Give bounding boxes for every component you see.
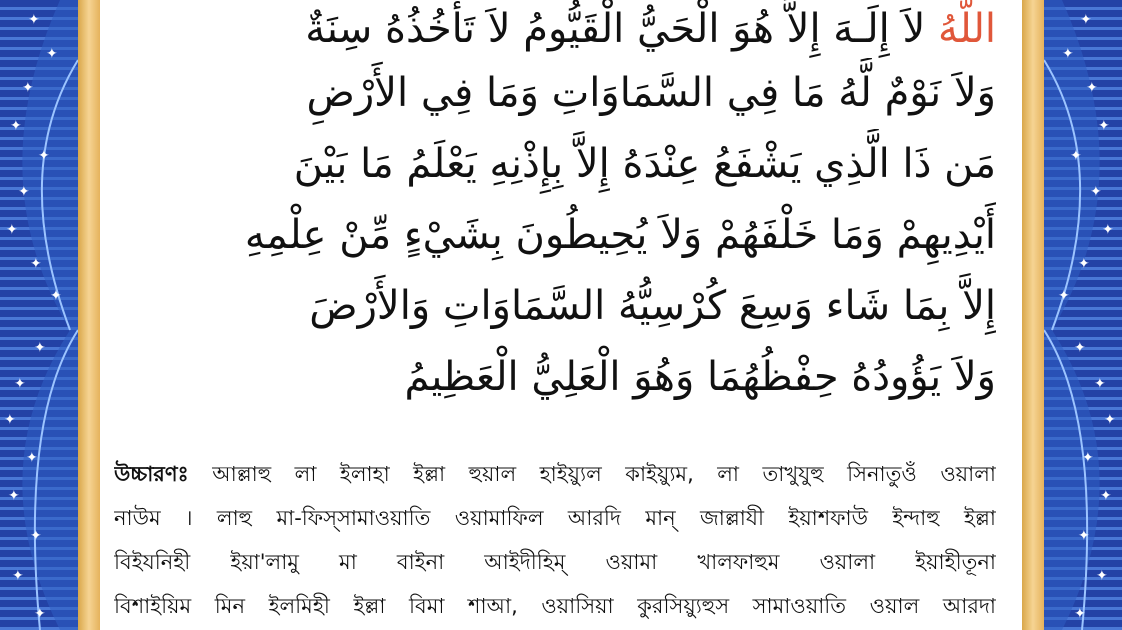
arabic-line-3: مَن ذَا الَّذِي يَشْفَعُ عِنْدَهُ إِلاَّ بِإِذْنِهِ يَعْلَمُ مَا بَيْنَ bbox=[293, 141, 996, 187]
arabic-line-1-text: لاَ إِلَـهَ إِلاَّ هُوَ الْحَيُّ الْقَيُّومُ لاَ تَأْخُذُهُ سِنَةٌ bbox=[305, 6, 926, 52]
svg-text:✦: ✦ bbox=[30, 528, 42, 544]
content-page bbox=[100, 0, 1022, 630]
svg-text:✦: ✦ bbox=[10, 118, 22, 134]
svg-text:✦: ✦ bbox=[1090, 184, 1102, 200]
pronunciation-section bbox=[100, 452, 1022, 630]
pronunciation-line-4: বিশাইয়িম মিন ইলমিহী ইল্লা বিমা শাআ, ওয়াসিয়া কুরসিয়্যুহুস সামাওয়াতি ওয়াল আরদা bbox=[114, 594, 996, 618]
svg-text:✦: ✦ bbox=[34, 340, 46, 356]
svg-text:✦: ✦ bbox=[1082, 450, 1094, 466]
svg-text:✦: ✦ bbox=[18, 184, 30, 200]
svg-text:✦: ✦ bbox=[46, 46, 58, 62]
svg-text:✦: ✦ bbox=[1094, 376, 1106, 392]
right-decorative-border bbox=[1044, 0, 1122, 630]
svg-text:✦: ✦ bbox=[1078, 256, 1090, 272]
svg-text:✦: ✦ bbox=[28, 12, 40, 28]
pronunciation-label: উচ্চারণঃ bbox=[114, 462, 189, 486]
svg-text:✦: ✦ bbox=[1100, 488, 1112, 504]
pronunciation-line-1 bbox=[114, 452, 996, 496]
svg-text:✦: ✦ bbox=[50, 288, 62, 304]
left-arch-pattern bbox=[0, 0, 78, 630]
arabic-line-2: وَلاَ نَوْمٌ لَّهُ مَا فِي السَّمَاوَاتِ وَمَا فِي الأَرْضِ bbox=[306, 70, 996, 116]
svg-text:✦: ✦ bbox=[1098, 118, 1110, 134]
allah-highlight-word: اللّهُ bbox=[938, 6, 996, 52]
arabic-line-1 bbox=[120, 0, 996, 58]
svg-text:✦: ✦ bbox=[1070, 148, 1082, 164]
arabic-line-4: أَيْدِيهِمْ وَمَا خَلْفَهُمْ وَلاَ يُحِيطُونَ بِشَيْءٍ مِّنْ عِلْمِهِ bbox=[244, 212, 996, 258]
svg-text:✦: ✦ bbox=[14, 376, 26, 392]
svg-text:✦: ✦ bbox=[4, 412, 16, 428]
arabic-line-6: وَلاَ يَؤُودُهُ حِفْظُهُمَا وَهُوَ الْعَلِيُّ الْعَظِيمُ bbox=[404, 354, 996, 400]
pronunciation-line-3: বিইযনিহী ইয়া'লামু মা বাইনা আইদীহিম্ ওয়ামা খালফাহুম ওয়ালা ইয়াহীতূনা bbox=[114, 550, 996, 574]
right-gold-strip bbox=[1022, 0, 1044, 630]
pronunciation-line-1-text: আল্লাহু লা ইলাহা ইল্লা হুয়াল হাইয়্যুল কাইয়্যুম, লা তাখুযুহু সিনাতুওঁ ওয়ালা bbox=[212, 462, 996, 486]
svg-text:✦: ✦ bbox=[1074, 606, 1086, 622]
svg-text:✦: ✦ bbox=[6, 222, 18, 238]
pronunciation-line-2: নাউম । লাহু মা-ফিস্‌সামাওয়াতি ওয়ামাফিল আরদি মান্ জাল্লাযী ইয়াশফাউ ইন্দাহু ইল্লা bbox=[114, 506, 996, 530]
svg-text:✦: ✦ bbox=[22, 80, 34, 96]
svg-text:✦: ✦ bbox=[30, 256, 42, 272]
svg-text:✦: ✦ bbox=[12, 568, 24, 584]
svg-text:✦: ✦ bbox=[8, 488, 20, 504]
arabic-verse bbox=[100, 0, 1022, 440]
svg-text:✦: ✦ bbox=[1080, 12, 1092, 28]
svg-text:✦: ✦ bbox=[1074, 340, 1086, 356]
left-gold-strip bbox=[78, 0, 100, 630]
svg-text:✦: ✦ bbox=[1078, 528, 1090, 544]
svg-text:✦: ✦ bbox=[1086, 80, 1098, 96]
svg-text:✦: ✦ bbox=[1062, 46, 1074, 62]
svg-text:✦: ✦ bbox=[1102, 222, 1114, 238]
svg-text:✦: ✦ bbox=[34, 606, 46, 622]
svg-text:✦: ✦ bbox=[1104, 412, 1116, 428]
right-arch-pattern bbox=[1044, 0, 1122, 630]
svg-text:✦: ✦ bbox=[38, 148, 50, 164]
svg-text:✦: ✦ bbox=[1096, 568, 1108, 584]
left-decorative-border bbox=[0, 0, 78, 630]
svg-text:✦: ✦ bbox=[1058, 288, 1070, 304]
svg-text:✦: ✦ bbox=[26, 450, 38, 466]
arabic-line-5: إِلاَّ بِمَا شَاء وَسِعَ كُرْسِيُّهُ السَّمَاوَاتِ وَالأَرْضَ bbox=[309, 283, 996, 329]
